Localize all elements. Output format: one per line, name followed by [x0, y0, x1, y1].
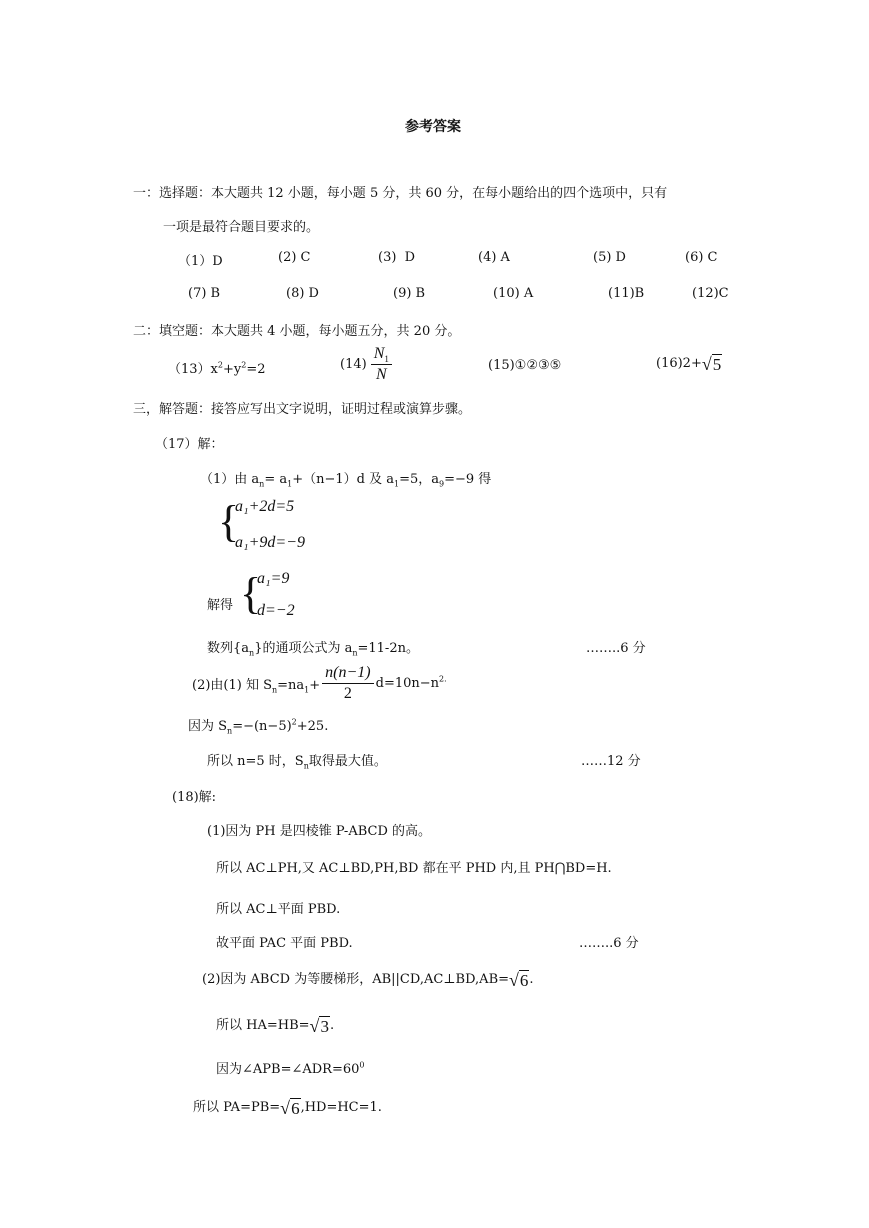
brace-symbol: {: [218, 497, 240, 546]
q18-line2: 所以 AC⊥PH,又 AC⊥BD,PH,BD 都在平 PHD 内,且 PH⋂BD=H.: [216, 861, 612, 876]
section1-heading-line2: 一项是最符合题目要求的。: [163, 220, 320, 235]
sqrt-symbol: √ 3: [309, 1016, 329, 1036]
answer-10: (10) A: [493, 286, 534, 301]
q17-step2: (2)由(1) 知 $S_n=na_1+$ $\frac{n(n-1)}{2}$ $d=10n-n^{2.}$: [192, 664, 447, 702]
section2-heading: 二：填空题：本大题共 4 小题，每小题五分，共 20 分。: [133, 324, 461, 339]
q18-line3: 所以 AC⊥平面 PBD.: [216, 902, 341, 917]
section1-heading-line1: 一：选择题：本大题共 12 小题，每小题 5 分，共 60 分，在每小题给出的四个选项中，只有: [133, 186, 668, 201]
system2-eq2: d=−2: [257, 602, 295, 619]
answer-5: (5) D: [593, 250, 626, 265]
section3-heading: 三，解答题：接答应写出文字说明，证明过程或演算步骤。: [133, 402, 472, 417]
answer-11: (11)B: [608, 286, 645, 301]
score-6: ……..6 分: [586, 641, 646, 656]
system1-eq1: a₁+2d=5: [235, 498, 295, 515]
q18-line7: 因为$\angle APB=\angle ADR=60^0$: [216, 1060, 365, 1077]
fill-answer-15: (15)①②③⑤: [488, 358, 562, 373]
q18-label: (18)解:: [172, 790, 217, 805]
answer-6: (6) C: [685, 250, 718, 265]
answer-9: (9) B: [393, 286, 426, 301]
q17-label: （17）解：: [155, 437, 224, 452]
answer-7: (7) B: [188, 286, 221, 301]
q18-line1: (1)因为 PH 是四棱锥 P-ABCD 的高。: [207, 824, 432, 839]
sqrt-symbol: √ 6: [280, 1098, 300, 1118]
answer-8: (8) D: [286, 286, 319, 301]
fraction-n1-over-n: $\frac{N_1}{N}$: [371, 345, 392, 384]
score-12: ……12 分: [581, 754, 641, 769]
q18-line5: (2)因为 ABCD 为等腰梯形，AB||CD,AC⊥BD,AB= √ 6 .: [202, 970, 534, 990]
sqrt-symbol: √ 5: [701, 354, 722, 374]
q17-because: 因为 $S_n=-(n-5)^2+25$.: [188, 717, 329, 736]
fill-answer-16: (16)2+ √ 5: [656, 354, 722, 374]
q17-step1: （1）由 $a_n= a_1+(n-1)d$ 及 $a_1=5$，$a_9=-9$ 得: [200, 472, 492, 489]
q18-line8: 所以 PA=PB= √ 6 ,HD=HC=1.: [193, 1098, 382, 1118]
fill-answer-14: (14) $\frac{N_1}{N}$: [340, 345, 392, 384]
fill-answer-13: $(13)x^2+y^2=2$: [168, 360, 266, 377]
q17-conclusion: 所以 n=5 时，$S_n$取得最大值。: [207, 754, 387, 771]
sqrt-symbol: √ 6: [509, 970, 529, 990]
score-6-b: ……..6 分: [579, 936, 639, 951]
fraction-n-n-minus-1-over-2: $\frac{n(n-1)}{2}$: [322, 664, 373, 703]
answer-3: (3) D: [378, 250, 416, 265]
answer-2: (2) C: [278, 250, 311, 265]
answer-12: (12)C: [692, 286, 729, 301]
answer-1: （1）D: [178, 254, 223, 269]
answer-4: (4) A: [478, 250, 510, 265]
system2-eq1: a₁=9: [257, 570, 290, 587]
q18-line6: 所以 HA=HB= √ 3 .: [216, 1016, 335, 1036]
brace-symbol: {: [240, 569, 262, 618]
page-title: 参考答案: [405, 119, 461, 135]
q17-general-term: 数列$\{a_n\}$的通项公式为 $a_n=11-2n$。: [207, 641, 419, 658]
solve-label: 解得: [207, 598, 234, 613]
system1-eq2: a₁+9d=−9: [235, 534, 305, 551]
q18-line4: 故平面 PAC 平面 PBD.: [216, 936, 353, 951]
